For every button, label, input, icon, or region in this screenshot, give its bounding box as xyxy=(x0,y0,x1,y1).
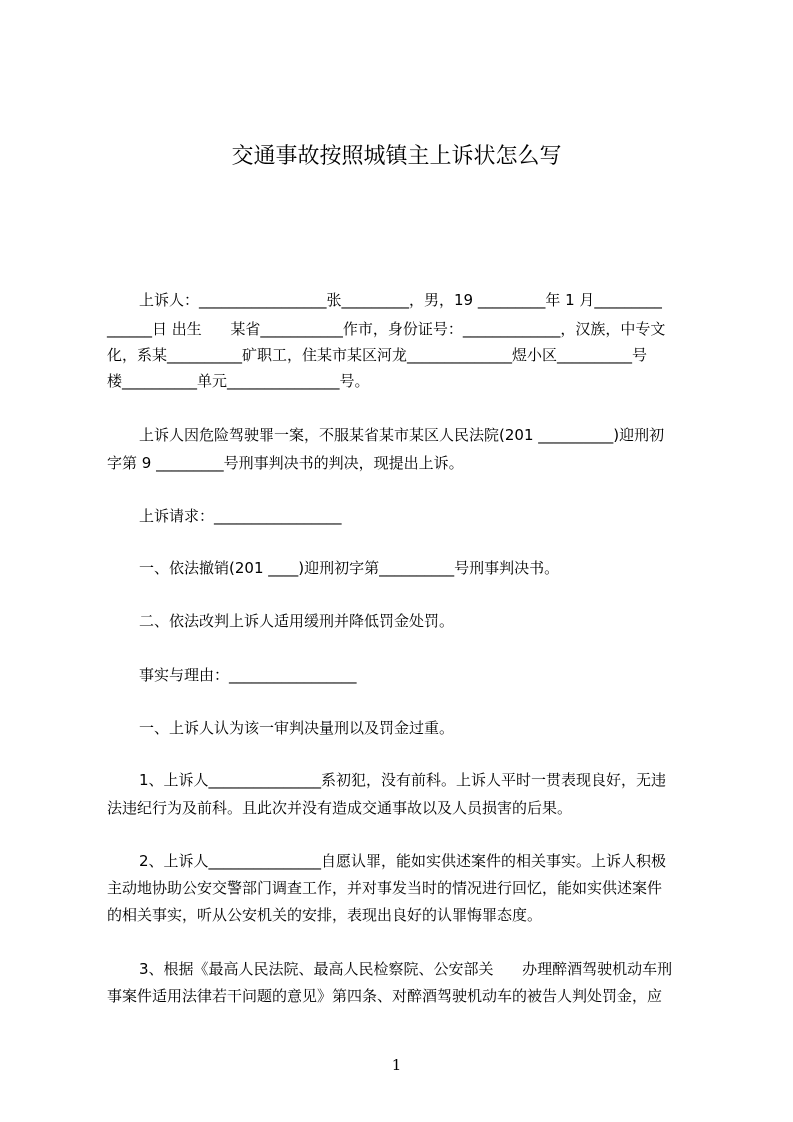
page-number: 1 xyxy=(391,1056,402,1074)
facts-item-1-line-1: 1、上诉人_______________系初犯，没有前科。上诉人平时一贯表现良好，无违 xyxy=(139,771,667,789)
appellant-info-line-3: 化，系某__________矿职工，住某市某区河龙______________煜小区__________号 xyxy=(107,346,648,364)
facts-item-1-line-2: 法违纪行为及前科。且此次并没有造成交通事故以及人员损害的后果。 xyxy=(107,799,573,817)
appeal-request-item-1: 一、依法撤销(201 ____)迎刑初字第__________号刑事判决书。 xyxy=(139,559,560,577)
facts-item-2-line-3: 的相关事实，听从公安机关的安排，表现出良好的认罪悔罪态度。 xyxy=(107,906,543,924)
facts-reasons-heading: 事实与理由：_________________ xyxy=(139,666,357,684)
appeal-statement-line-2: 字第 9 _________号刑事判决书的判决，现提出上诉。 xyxy=(107,454,464,472)
appeal-statement-line-1: 上诉人因危险驾驶罪一案，不服某省某市某区人民法院(201 __________)迎刑初 xyxy=(139,426,665,444)
appeal-request-heading: 上诉请求：_________________ xyxy=(139,507,342,525)
page-title: 交通事故按照城镇主上诉状怎么写 xyxy=(231,144,562,169)
facts-point-1-heading: 一、上诉人认为该一审判决量刑以及罚金过重。 xyxy=(139,719,455,737)
facts-item-2-line-2: 主动地协助公安交警部门调查工作，并对事发当时的情况进行回忆，能如实供述案件 xyxy=(107,879,663,897)
facts-item-2-line-1: 2、上诉人_______________自愿认罪，能如实供述案件的相关事实。上诉人积极 xyxy=(139,852,667,870)
appellant-info-line-2: ______日 出生 某省___________作市，身份证号：_____________，汉族，中专文 xyxy=(107,320,666,338)
facts-item-3-line-2: 事案件适用法律若干问题的意见》第四条、对醉酒驾驶机动车的被告人判处罚金，应 xyxy=(107,987,663,1005)
appellant-info-line-4: 楼__________单元_______________号。 xyxy=(107,372,370,390)
appeal-request-item-2: 二、依法改判上诉人适用缓刑并降低罚金处罚。 xyxy=(139,612,455,630)
facts-item-3-line-1: 3、根据《最高人民法院、最高人民检察院、公安部关 办理醉酒驾驶机动车刑 xyxy=(139,960,673,978)
appellant-info-line-1: 上诉人：_________________张_________，男，19 _________年 1 月_________ xyxy=(139,291,662,309)
